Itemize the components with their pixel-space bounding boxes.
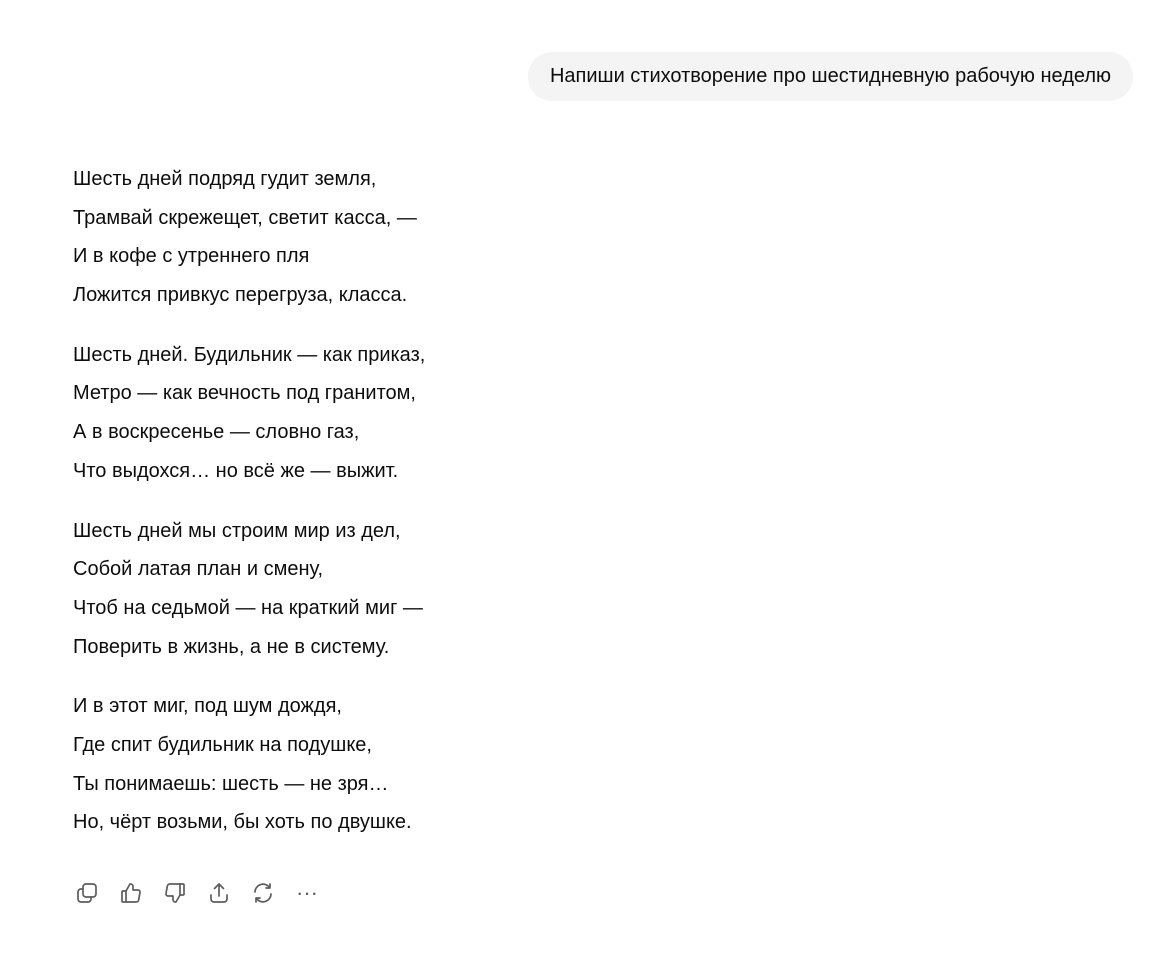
poem-line: Шесть дней. Будильник — как приказ, [73, 343, 426, 366]
copy-button[interactable] [73, 879, 101, 907]
poem-line: И в этот миг, под шум дождя, [73, 695, 342, 718]
thumbs-down-button[interactable] [161, 879, 189, 907]
regenerate-icon [251, 881, 275, 905]
poem-line: Шесть дней мы строим мир из дел, [73, 519, 401, 542]
thumbs-up-icon [119, 881, 143, 905]
poem-line: И в кофе с утреннего пля [73, 245, 310, 268]
thumbs-down-icon [163, 881, 187, 905]
copy-icon [75, 881, 99, 905]
more-icon: ··· [296, 880, 318, 905]
poem-line: Метро — как вечность под гранитом, [73, 382, 416, 405]
poem-line: Ты понимаешь: шесть — не зря… [73, 772, 389, 795]
poem-line: Собой латая план и смену, [73, 558, 324, 581]
poem-line: Но, чёрт возьми, бы хоть по двушке. [73, 811, 412, 834]
user-message-row [528, 52, 1133, 101]
poem-line: Поверить в жизнь, а не в систему. [73, 635, 390, 658]
user-message-text: Напиши стихотворение про шестидневную рабочую неделю [549, 65, 1111, 87]
regenerate-button[interactable] [249, 879, 277, 907]
more-options-button[interactable] [293, 879, 321, 907]
poem-line: Трамвай скрежещет, светит касса, — [73, 206, 417, 229]
poem-stanza [73, 687, 773, 842]
poem-stanza [73, 336, 773, 491]
user-message-bubble [528, 52, 1133, 101]
poem-line: Что выдохся… но всё же — выжит. [73, 459, 399, 482]
poem-line: Ложится привкус перегруза, класса. [73, 284, 408, 307]
poem-stanza [73, 512, 773, 667]
assistant-message [73, 160, 773, 863]
poem-line: А в воскресенье — словно газ, [73, 421, 360, 444]
poem-stanza [73, 160, 773, 315]
share-button[interactable] [205, 879, 233, 907]
poem-line: Шесть дней подряд гудит земля, [73, 168, 377, 190]
thumbs-up-button[interactable] [117, 879, 145, 907]
share-icon [207, 881, 231, 905]
poem-line: Чтоб на седьмой — на краткий миг — [73, 596, 423, 619]
message-actions-toolbar [73, 879, 337, 907]
poem-line: Где спит будильник на подушке, [73, 733, 372, 756]
